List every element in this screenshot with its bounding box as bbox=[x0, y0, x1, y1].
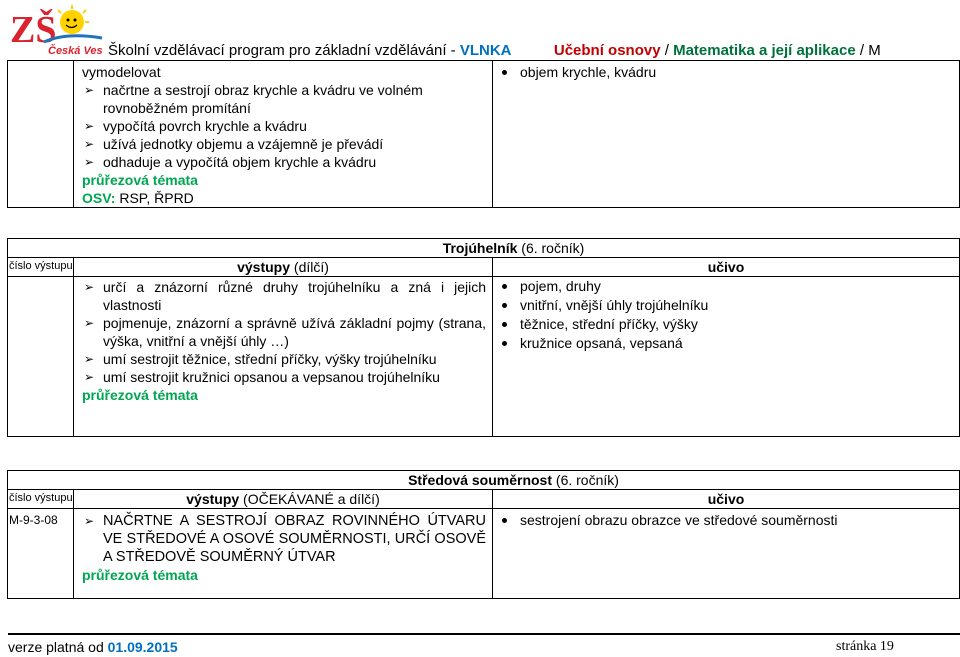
svg-text:Česká Ves: Česká Ves bbox=[48, 45, 103, 56]
section1-code-cell bbox=[8, 61, 74, 208]
section3-table bbox=[7, 470, 960, 599]
section1-osv: OSV: RSP, ŘPRD bbox=[82, 190, 194, 206]
list-item: ➢ užívá jednotky objemu a vzájemně je převádí bbox=[84, 136, 384, 152]
list-item: těžnice, střední příčky, výšky bbox=[493, 315, 959, 334]
svg-text:ZŠ: ZŠ bbox=[10, 9, 57, 51]
section2-prurezova: průřezová témata bbox=[82, 387, 198, 403]
section2-ucivo-cell bbox=[493, 277, 960, 437]
arrow-icon: ➢ bbox=[84, 352, 95, 366]
section3-ucivo-head: učivo bbox=[493, 490, 960, 509]
arrow-icon: ➢ bbox=[84, 155, 95, 169]
school-logo bbox=[8, 2, 104, 56]
section2-cislo-head: číslo výstupu bbox=[8, 258, 74, 277]
section3-ucivo-cell bbox=[493, 509, 960, 599]
list-item: sestrojení obrazu obrazce ve středové souměrnosti bbox=[493, 511, 959, 530]
section3-prurezova: průřezová témata bbox=[82, 567, 198, 583]
section2-code-cell bbox=[8, 277, 74, 437]
section1-outputs-cell bbox=[74, 61, 493, 208]
section1-ucivo-cell bbox=[493, 61, 960, 208]
section1-plain-item: vymodelovat bbox=[82, 64, 161, 80]
section2-table bbox=[7, 238, 960, 437]
list-item: ➢ NAČRTNE A SESTROJÍ OBRAZ ROVINNÉHO ÚTVARU VE STŘEDOVÉ A OSOVÉ SOUMĚRNOSTI, URČÍ OSOVĚ A STŘEDOVĚ SOUMĚRNÝ ÚTVAR bbox=[84, 513, 486, 565]
list-item: vnitřní, vnější úhly trojúhelníku bbox=[493, 296, 959, 315]
arrow-icon: ➢ bbox=[84, 83, 95, 97]
section2-outputs-list bbox=[78, 278, 486, 386]
section2-vystupy-head: výstupy (dílčí) bbox=[74, 258, 493, 277]
section1-table bbox=[7, 60, 960, 208]
section3-title: Středová souměrnost (6. ročník) bbox=[8, 471, 960, 490]
arrow-icon: ➢ bbox=[84, 514, 95, 528]
footer-divider bbox=[8, 633, 960, 635]
section3-ucivo-list bbox=[493, 511, 959, 530]
list-item: pojem, druhy bbox=[493, 277, 959, 296]
section2-ucivo-head: učivo bbox=[493, 258, 960, 277]
section3-code-cell: M-9-3-08 bbox=[8, 509, 74, 599]
section3-outputs-cell bbox=[74, 509, 493, 599]
document-header: Školní vzdělávací program pro základní vzdělávání - VLNKA Učební osnovy / Matematika a její aplikace / M bbox=[108, 42, 881, 59]
list-item: objem krychle, kvádru bbox=[493, 63, 959, 82]
footer-page-number: stránka 19 bbox=[836, 639, 894, 654]
section2-ucivo-list bbox=[493, 277, 959, 353]
section1-ucivo-list bbox=[493, 63, 959, 82]
section1-prurezova: průřezová témata bbox=[82, 172, 198, 188]
list-item: ➢ určí a znázorní různé druhy trojúhelníku a zná i jejich vlastnosti bbox=[84, 279, 486, 313]
arrow-icon: ➢ bbox=[84, 119, 95, 133]
section2-title: Trojúhelník (6. ročník) bbox=[8, 239, 960, 258]
list-item: ➢ umí sestrojit těžnice, střední příčky, výšky trojúhelníku bbox=[84, 351, 437, 367]
section3-vystupy-head: výstupy (OČEKÁVANÉ a dílčí) bbox=[74, 490, 493, 509]
arrow-icon: ➢ bbox=[84, 370, 95, 384]
arrow-icon: ➢ bbox=[84, 137, 95, 151]
list-item: ➢ odhaduje a vypočítá objem krychle a kvádru bbox=[84, 154, 377, 170]
footer-version: verze platná od 01.09.2015 bbox=[8, 639, 178, 655]
list-item: ➢ vypočítá povrch krychle a kvádru bbox=[84, 118, 307, 134]
section3-outputs-list bbox=[78, 512, 486, 566]
section2-outputs-cell bbox=[74, 277, 493, 437]
arrow-icon: ➢ bbox=[84, 316, 95, 330]
list-item: ➢ pojmenuje, znázorní a správně užívá základní pojmy (strana, výška, vnitřní a vnější úhly …) bbox=[84, 315, 486, 349]
list-item: ➢ umí sestrojit kružnici opsanou a vepsanou trojúhelníku bbox=[84, 369, 440, 385]
list-item: kružnice opsaná, vepsaná bbox=[493, 334, 959, 353]
section1-outputs-list bbox=[78, 81, 486, 171]
arrow-icon: ➢ bbox=[84, 280, 95, 294]
section3-cislo-head: číslo výstupu bbox=[8, 490, 74, 509]
list-item: ➢ načrtne a sestrojí obraz krychle a kvádru ve volném rovnoběžném promítání bbox=[84, 82, 423, 116]
